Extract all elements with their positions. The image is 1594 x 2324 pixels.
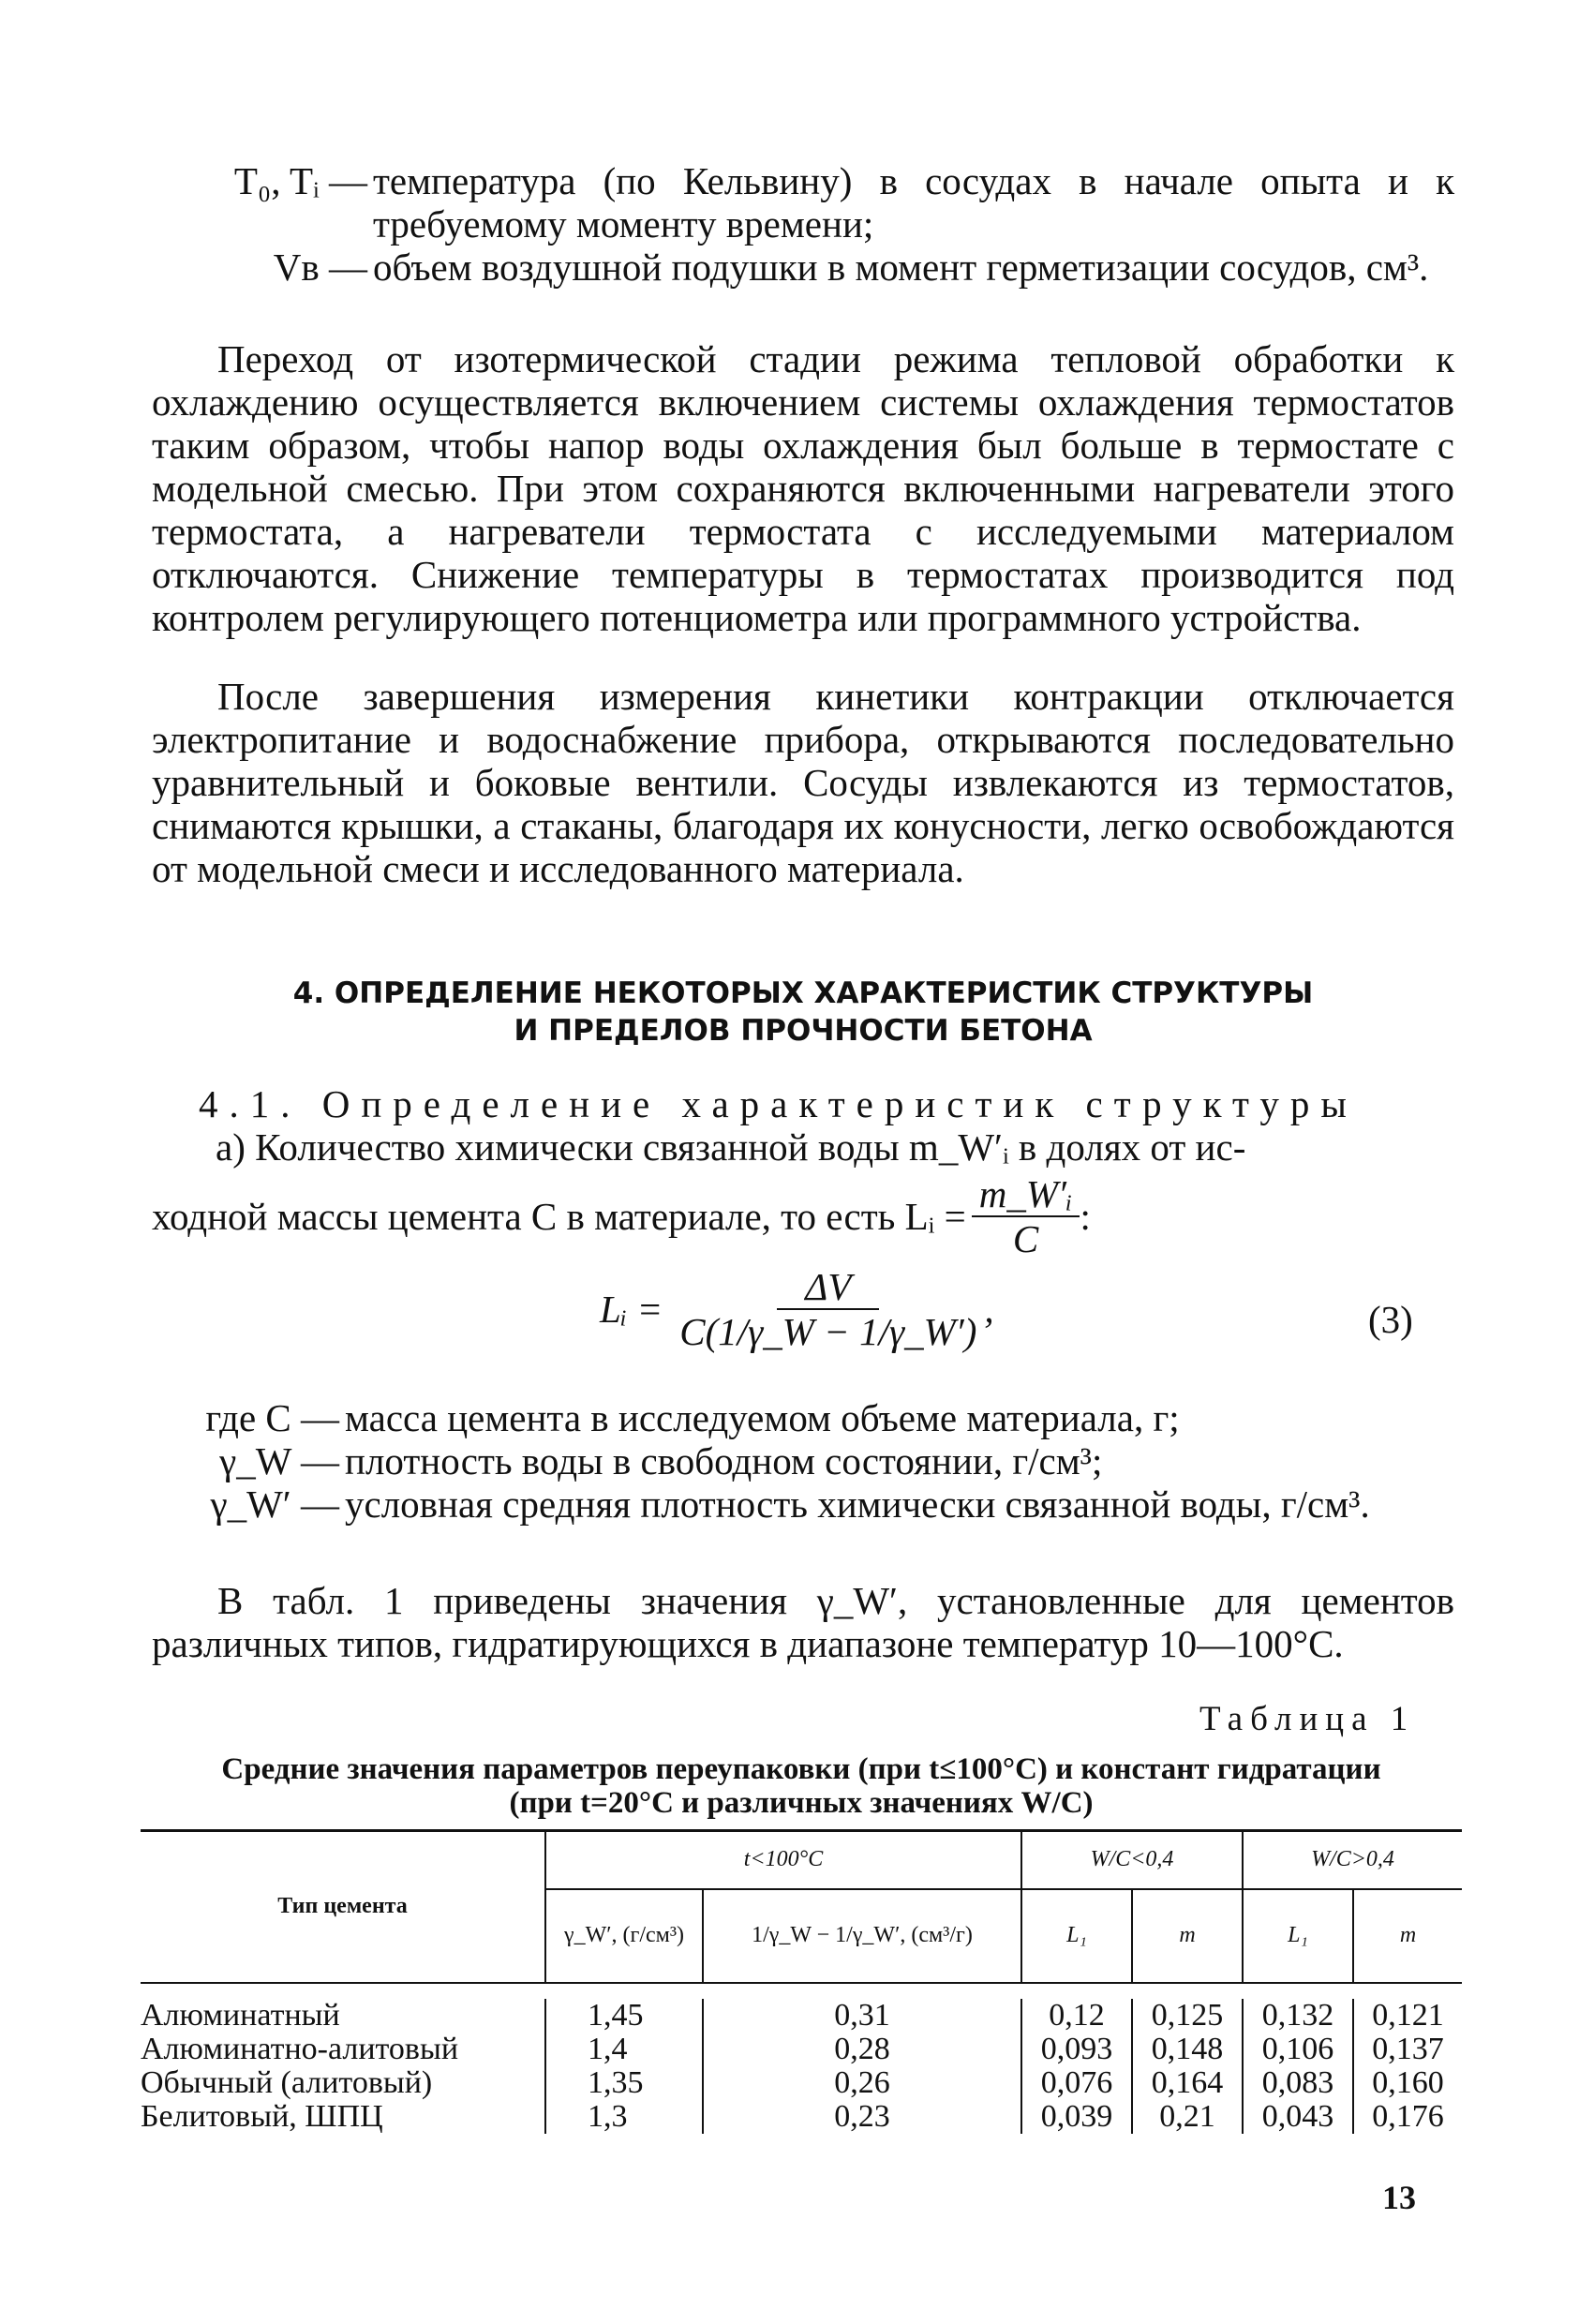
fraction-denominator: C bbox=[1012, 1217, 1039, 1260]
paragraph-text: После завершения измерения кинетики контракции отключается электропитание и водоснабжение прибора, открываются последовательно уравнительный и боковые вентили. Сосуды извлекаются из термостатов, снимаются крышки, а стаканы, благодаря их конусности, легко освобождаются от модельной смеси и исследованного материала. bbox=[152, 675, 1454, 890]
header-inverse-density: 1/γ_W − 1/γ_W′, (см³/г) bbox=[703, 1889, 1021, 1983]
definition-symbol: Vв — bbox=[273, 246, 367, 289]
table-caption bbox=[141, 1752, 1462, 1820]
table-row bbox=[141, 2033, 1462, 2066]
subsection-block bbox=[152, 1082, 1454, 1260]
cell-type: Алюминатно-алитовый bbox=[141, 2031, 459, 2066]
cell-m2: 0,137 bbox=[1353, 2033, 1462, 2066]
formula-numerator: ΔV bbox=[777, 1265, 879, 1310]
cell-m1: 0,21 bbox=[1132, 2100, 1243, 2134]
cell-type: Белитовый, ШПЦ bbox=[141, 2098, 383, 2134]
section-heading-line: 4. ОПРЕДЕЛЕНИЕ НЕКОТОРЫХ ХАРАКТЕРИСТИК СТРУКТУРЫ bbox=[292, 976, 1314, 1010]
cell-inverse: 0,31 bbox=[703, 1999, 1021, 2033]
definition-row bbox=[152, 1396, 1454, 1439]
definitions-formula bbox=[152, 1396, 1454, 1526]
cell-gamma: 1,4 bbox=[545, 2033, 703, 2066]
definition-row bbox=[152, 159, 1454, 246]
cell-m1: 0,164 bbox=[1132, 2066, 1243, 2100]
cell-type: Обычный (алитовый) bbox=[141, 2064, 433, 2100]
cell-L2: 0,043 bbox=[1243, 2100, 1353, 2134]
definition-text: условная средняя плотность химически связанной воды, г/см³. bbox=[345, 1482, 1370, 1526]
header-cement-type: Тип цемента bbox=[141, 1831, 545, 1983]
cell-inverse: 0,23 bbox=[703, 2100, 1021, 2134]
cell-inverse: 0,26 bbox=[703, 2066, 1021, 2100]
subsection-title: 4.1. Определение характеристик структуры bbox=[199, 1082, 1358, 1125]
definitions-top bbox=[152, 159, 1454, 289]
header-m: m bbox=[1132, 1889, 1243, 1983]
paragraph-text: Переход от изотермической стадии режима тепловой обработки к охлаждению осуществляется включением системы охлаждения термостатов таким образом, чтобы напор воды охлаждения был больше в термостате с модельной смесью. При этом сохраняются включенными нагреватели этого термостата, а нагреватели термостата с исследуемыми материалом отключаются. Снижение температуры в термостатах производится под контролем регулирующего потенциометра или программного устройства. bbox=[152, 337, 1454, 639]
definition-symbol: γ_W — bbox=[219, 1439, 339, 1482]
cell-L2: 0,132 bbox=[1243, 1999, 1353, 2033]
inline-fraction bbox=[972, 1172, 1080, 1260]
section-heading-line: И ПРЕДЕЛОВ ПРОЧНОСТИ БЕТОНА bbox=[514, 1014, 1093, 1048]
definition-symbol: где C — bbox=[205, 1396, 339, 1439]
definition-row bbox=[152, 1482, 1454, 1526]
header-group-wc-low: W/C<0,4 bbox=[1021, 1831, 1243, 1889]
cell-gamma: 1,35 bbox=[545, 2066, 703, 2100]
cell-L1: 0,093 bbox=[1021, 2033, 1132, 2066]
data-table bbox=[141, 1829, 1462, 2134]
cell-L1: 0,12 bbox=[1021, 1999, 1132, 2033]
header-L1: L₁ bbox=[1243, 1889, 1353, 1983]
table-row bbox=[141, 2066, 1462, 2100]
cell-gamma: 1,45 bbox=[545, 1999, 703, 2033]
definition-text: масса цемента в исследуемом объеме материала, г; bbox=[345, 1396, 1180, 1439]
item-a-line: а) Количество химически связанной воды m_W′ᵢ в долях от ис- bbox=[216, 1125, 1246, 1169]
header-group-temp: t<100°С bbox=[545, 1831, 1021, 1889]
cell-type: Алюминатный bbox=[141, 1997, 340, 2033]
formula-fraction bbox=[672, 1265, 984, 1353]
table-row bbox=[141, 2100, 1462, 2134]
formula-number: (3) bbox=[1368, 1298, 1413, 1341]
cell-L2: 0,106 bbox=[1243, 2033, 1353, 2066]
paragraph-text: В табл. 1 приведены значения γ_W′, установленные для цементов различных типов, гидратирующихся в диапазоне температур 10—100°С. bbox=[152, 1579, 1454, 1665]
definition-symbol: γ_W′ — bbox=[210, 1482, 339, 1526]
paragraph-2 bbox=[152, 675, 1454, 890]
header-group-wc-high: W/C>0,4 bbox=[1243, 1831, 1462, 1889]
formula-lhs: Lᵢ = bbox=[600, 1288, 663, 1331]
formula-3: Lᵢ = $\frac{\Delta V}{C(1/\gamma\_W - 1/\gamma\_W')}$ , bbox=[600, 1265, 994, 1353]
definition-symbol: T₀, Tᵢ — bbox=[233, 159, 367, 202]
definition-text: температура (по Кельвину) в сосудах в начале опыта и к требуемому моменту времени; bbox=[373, 159, 1454, 246]
paragraph-3 bbox=[152, 1579, 1454, 1665]
cell-L1: 0,076 bbox=[1021, 2066, 1132, 2100]
cell-L1: 0,039 bbox=[1021, 2100, 1132, 2134]
header-gamma: γ_W′, (г/см³) bbox=[545, 1889, 703, 1983]
header-m: m bbox=[1399, 1923, 1417, 1947]
page-number: 13 bbox=[1382, 2179, 1416, 2216]
cell-L2: 0,083 bbox=[1243, 2066, 1353, 2100]
cell-m1: 0,125 bbox=[1132, 1999, 1243, 2033]
definition-row bbox=[152, 1439, 1454, 1482]
cell-inverse: 0,28 bbox=[703, 2033, 1021, 2066]
cell-m2: 0,160 bbox=[1353, 2066, 1462, 2100]
definition-text: объем воздушной подушки в момент герметизации сосудов, см³. bbox=[373, 246, 1429, 289]
cell-m2: 0,121 bbox=[1353, 1999, 1462, 2033]
section-heading bbox=[152, 975, 1454, 1050]
table-caption-line: Средние значения параметров переупаковки (при t≤100°С) и констант гидратации bbox=[221, 1752, 1381, 1786]
fraction-numerator: m_W′ᵢ bbox=[972, 1172, 1080, 1217]
item-a-line-2: ходной массы цемента C в материале, то есть Lᵢ = $\frac{\text{m\_W′ᵢ}}{C}$ : bbox=[152, 1172, 1091, 1260]
formula-denominator: C(1/γ_W − 1/γ_W′) bbox=[679, 1310, 977, 1353]
header-L1: L₁ bbox=[1021, 1889, 1132, 1983]
table-row bbox=[141, 1999, 1462, 2033]
paragraph-1 bbox=[152, 337, 1454, 639]
definition-row bbox=[152, 246, 1454, 289]
item-a-text: ходной массы цемента C в материале, то есть Lᵢ = bbox=[152, 1195, 966, 1238]
table-label: Таблица 1 bbox=[1199, 1700, 1416, 1738]
cell-m2: 0,176 bbox=[1353, 2100, 1462, 2134]
definition-text: плотность воды в свободном состоянии, г/см³; bbox=[345, 1439, 1103, 1482]
cell-m1: 0,148 bbox=[1132, 2033, 1243, 2066]
cell-gamma: 1,3 bbox=[545, 2100, 703, 2134]
table-caption-line: (при t=20°С и различных значениях W/C) bbox=[509, 1786, 1094, 1820]
